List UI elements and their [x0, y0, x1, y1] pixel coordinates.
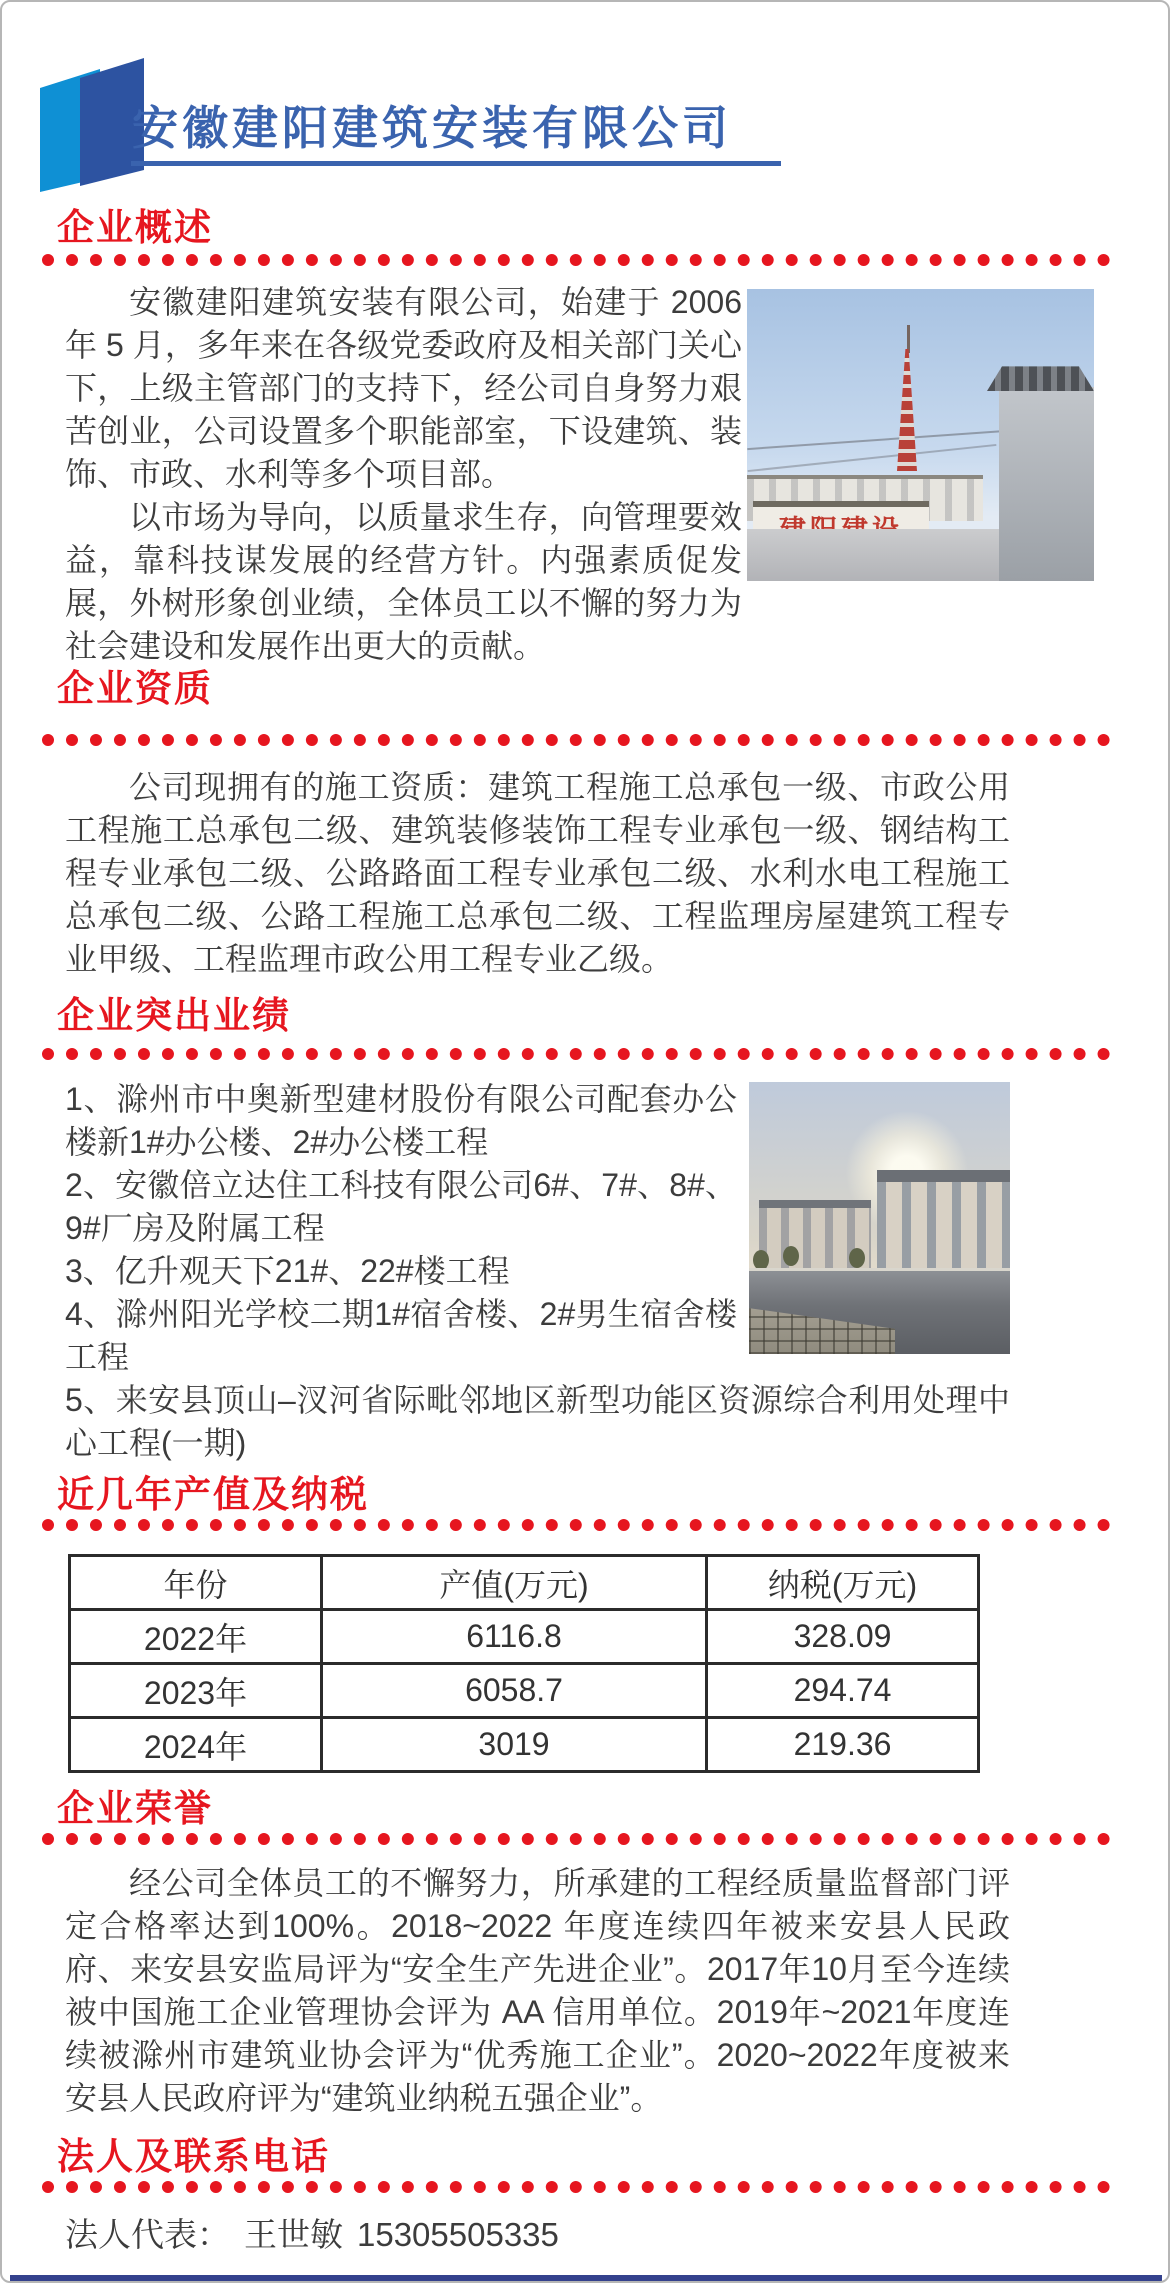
column-header-year: 年份	[70, 1556, 322, 1610]
cell-tax: 294.74	[707, 1664, 979, 1718]
photo-tower-mast	[907, 325, 910, 353]
achievements-section	[65, 1078, 1010, 1465]
table-row	[70, 1718, 979, 1772]
section-heading-performance: 近几年产值及纳税	[57, 1475, 369, 1516]
achievement-item: 3、亿升观天下21#、22#楼工程	[65, 1253, 510, 1289]
column-header-output: 产值(万元)	[322, 1556, 707, 1610]
footer-accent-bar	[10, 2275, 1162, 2283]
dotted-rule	[42, 1519, 1110, 1531]
legal-representative-label: 法人代表：	[65, 2216, 230, 2253]
overview-paragraph-1: 安徽建阳建筑安装有限公司，始建于 2006 年 5 月，多年来在各级党委政府及相关部门关心下，上级主管部门的支持下，经公司自身努力艰苦创业，公司设置多个职能部室，下设建筑、装饰、市政、水利等多个项目部。	[65, 284, 742, 492]
overview-paragraph-2: 以市场为导向，以质量求生存，向管理要效益，靠科技谋发展的经营方针。内强素质促发展，外树形象创业绩，全体员工以不懈的努力为社会建设和发展作出更大的贡献。	[65, 499, 742, 664]
section-heading-qualifications: 企业资质	[57, 669, 213, 710]
company-gate-photo	[747, 289, 1094, 581]
photo-tree	[753, 1250, 769, 1270]
table-row	[70, 1664, 979, 1718]
table-header-row	[70, 1556, 979, 1610]
section-heading-honors: 企业荣誉	[57, 1789, 213, 1830]
dotted-rule	[42, 2181, 1110, 2193]
achievement-item: 1、滁州市中奥新型建材股份有限公司配套办公楼新1#办公楼、2#办公楼工程	[65, 1081, 737, 1160]
section-heading-overview: 企业概述	[57, 208, 213, 249]
cell-output: 6116.8	[322, 1610, 707, 1664]
section-heading-achievements: 企业突出业绩	[57, 996, 291, 1037]
photo-tree	[849, 1248, 865, 1268]
cell-year: 2022年	[70, 1610, 322, 1664]
legal-representative-name: 王世敏	[244, 2216, 343, 2253]
cell-output: 3019	[322, 1718, 707, 1772]
contact-line	[65, 2209, 573, 2256]
contact-phone: 15305505335	[357, 2216, 559, 2253]
dotted-rule	[42, 1833, 1110, 1845]
cell-year: 2024年	[70, 1718, 322, 1772]
title-underline	[131, 161, 781, 166]
cell-tax: 328.09	[707, 1610, 979, 1664]
column-header-tax: 纳税(万元)	[707, 1556, 979, 1610]
qualifications-paragraph: 公司现拥有的施工资质：建筑工程施工总承包一级、市政公用工程施工总承包二级、建筑装修装饰工程专业承包一级、钢结构工程专业承包二级、公路路面工程专业承包二级、水利水电工程施工总承包二级、公路工程施工总承包二级、工程监理房屋建筑工程专业甲级、工程监理市政公用工程专业乙级。	[65, 769, 1010, 977]
dotted-rule	[42, 254, 1110, 266]
table-row	[70, 1610, 979, 1664]
performance-table	[68, 1554, 980, 1773]
factory-campus-photo	[749, 1082, 1010, 1354]
photo-tree	[783, 1246, 799, 1266]
achievement-item: 4、滁州阳光学校二期1#宿舍楼、2#男生宿舍楼工程	[65, 1296, 737, 1375]
achievement-item: 2、安徽倍立达住工科技有限公司6#、7#、8#、9#厂房及附属工程	[65, 1167, 737, 1246]
cell-year: 2023年	[70, 1664, 322, 1718]
page-title: 安徽建阳建筑安装有限公司	[132, 102, 732, 154]
achievement-item: 5、来安县顶山–汊河省际毗邻地区新型功能区资源综合利用处理中心工程(一期)	[65, 1382, 1010, 1461]
overview-section	[65, 281, 1010, 668]
dotted-rule	[42, 1048, 1110, 1060]
honors-paragraph: 经公司全体员工的不懈努力，所承建的工程经质量监督部门评定合格率达到100%。2018~2022 年度连续四年被来安县人民政府、来安县安监局评为“安全生产先进企业”。2017年10月至今连续被中国施工企业管理协会评为 AA 信用单位。2019年~2021年度连续被滁州市建筑业协会评为“优秀施工企业”。2020~2022年度被来安县人民政府评为“建筑业纳税五强企业”。	[65, 1865, 1010, 2116]
photo-gate-wall	[999, 387, 1094, 581]
section-heading-contact: 法人及联系电话	[57, 2137, 330, 2178]
cell-output: 6058.7	[322, 1664, 707, 1718]
dotted-rule	[42, 734, 1110, 746]
cell-tax: 219.36	[707, 1718, 979, 1772]
qualifications-section	[65, 766, 1010, 981]
honors-section	[65, 1862, 1010, 2120]
